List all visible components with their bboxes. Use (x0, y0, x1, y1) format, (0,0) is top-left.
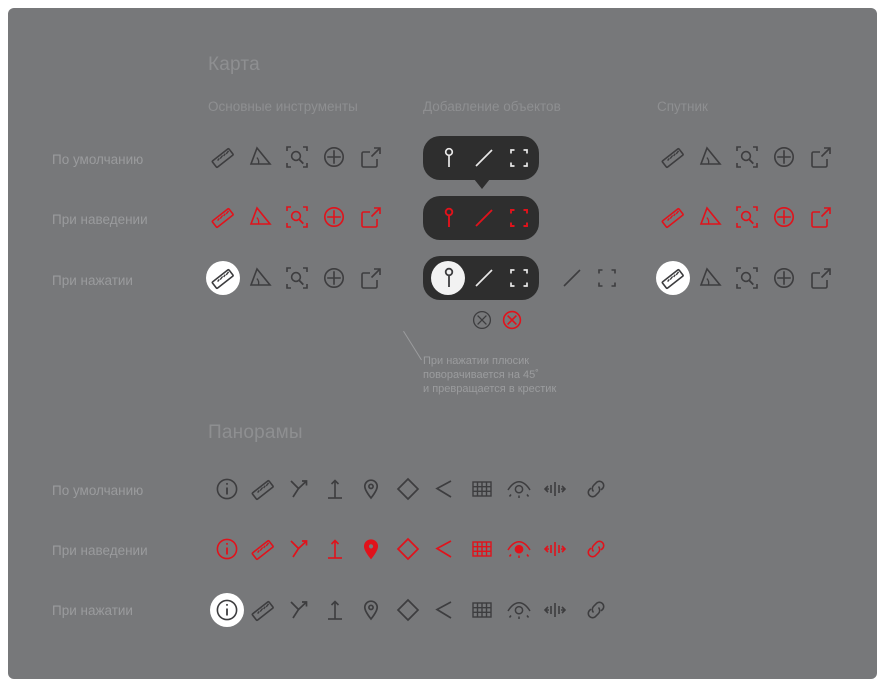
move-horizontal-icon[interactable] (540, 595, 570, 625)
row-label-hover-map: При наведении (52, 212, 148, 227)
area-select-icon[interactable] (282, 263, 312, 293)
polygon-icon[interactable] (504, 263, 534, 293)
share-external-icon[interactable] (356, 142, 386, 172)
pin-icon[interactable] (434, 203, 464, 233)
route-icon[interactable] (284, 595, 314, 625)
ruler-icon[interactable] (658, 142, 688, 172)
area-select-icon[interactable] (732, 142, 762, 172)
share-external-icon[interactable] (356, 263, 386, 293)
annotation-text (423, 354, 598, 396)
line-icon[interactable] (469, 203, 499, 233)
ruler-icon[interactable] (208, 263, 238, 293)
ruler-icon[interactable] (248, 534, 278, 564)
ruler-icon[interactable] (208, 202, 238, 232)
section-title-panoramas: Панорамы (208, 422, 303, 443)
angle-icon[interactable] (245, 263, 275, 293)
eye-icon[interactable] (504, 474, 534, 504)
link-icon[interactable] (581, 534, 611, 564)
row-label-default-pano: По умолчанию (52, 483, 144, 498)
diamond-icon[interactable] (393, 534, 423, 564)
height-icon[interactable] (320, 534, 350, 564)
plus-circle-icon[interactable] (319, 263, 349, 293)
plus-circle-icon[interactable] (769, 263, 799, 293)
pin-icon[interactable] (356, 474, 386, 504)
row-label-default-map: По умолчанию (52, 152, 144, 167)
angle-icon[interactable] (245, 202, 275, 232)
eye-icon[interactable] (504, 534, 534, 564)
ruler-icon[interactable] (208, 142, 238, 172)
move-horizontal-icon[interactable] (540, 534, 570, 564)
line-icon[interactable] (469, 263, 499, 293)
grid-icon[interactable] (467, 595, 497, 625)
share-external-icon[interactable] (356, 202, 386, 232)
ruler-icon[interactable] (658, 202, 688, 232)
plus-circle-icon[interactable] (769, 202, 799, 232)
polygon-icon[interactable] (504, 203, 534, 233)
ruler-icon[interactable] (658, 263, 688, 293)
info-icon[interactable] (212, 474, 242, 504)
share-icon[interactable] (429, 474, 459, 504)
pin-icon[interactable] (434, 263, 464, 293)
annotation-line-2: поворачивается на 45˚ (423, 369, 539, 381)
share-external-icon[interactable] (806, 263, 836, 293)
angle-icon[interactable] (245, 142, 275, 172)
ruler-icon[interactable] (248, 595, 278, 625)
area-select-icon[interactable] (732, 202, 762, 232)
route-icon[interactable] (284, 474, 314, 504)
angle-icon[interactable] (695, 202, 725, 232)
area-select-icon[interactable] (282, 142, 312, 172)
grid-icon[interactable] (467, 474, 497, 504)
pin-icon[interactable] (356, 595, 386, 625)
column-title-satellite: Спутник (657, 99, 708, 114)
line-icon[interactable] (557, 263, 587, 293)
column-title-add-objects: Добавление объектов (423, 99, 561, 114)
share-external-icon[interactable] (806, 142, 836, 172)
close-circle-icon[interactable] (497, 305, 527, 335)
plus-circle-icon[interactable] (319, 202, 349, 232)
section-title-map: Карта (208, 54, 260, 75)
diamond-icon[interactable] (393, 474, 423, 504)
info-icon[interactable] (212, 595, 242, 625)
move-horizontal-icon[interactable] (540, 474, 570, 504)
ruler-icon[interactable] (248, 474, 278, 504)
info-icon[interactable] (212, 534, 242, 564)
annotation-leader-line (403, 331, 422, 360)
plus-circle-icon[interactable] (769, 142, 799, 172)
row-label-pressed-pano: При нажатии (52, 603, 133, 618)
diagram-canvas (8, 8, 877, 679)
area-select-icon[interactable] (732, 263, 762, 293)
angle-icon[interactable] (695, 142, 725, 172)
grid-icon[interactable] (467, 534, 497, 564)
share-external-icon[interactable] (806, 202, 836, 232)
link-icon[interactable] (581, 595, 611, 625)
close-circle-icon[interactable] (467, 305, 497, 335)
pin-icon[interactable] (356, 534, 386, 564)
height-icon[interactable] (320, 595, 350, 625)
eye-icon[interactable] (504, 595, 534, 625)
share-icon[interactable] (429, 534, 459, 564)
angle-icon[interactable] (695, 263, 725, 293)
polygon-icon[interactable] (592, 263, 622, 293)
row-label-hover-pano: При наведении (52, 543, 148, 558)
area-select-icon[interactable] (282, 202, 312, 232)
diamond-icon[interactable] (393, 595, 423, 625)
annotation-line-3: и превращается в крестик (423, 383, 557, 395)
polygon-icon[interactable] (504, 143, 534, 173)
row-label-pressed-map: При нажатии (52, 273, 133, 288)
annotation-line-1: При нажатии плюсик (423, 355, 530, 367)
column-title-main-tools: Основные инструменты (208, 99, 358, 114)
link-icon[interactable] (581, 474, 611, 504)
route-icon[interactable] (284, 534, 314, 564)
plus-circle-icon[interactable] (319, 142, 349, 172)
share-icon[interactable] (429, 595, 459, 625)
line-icon[interactable] (469, 143, 499, 173)
pin-icon[interactable] (434, 143, 464, 173)
height-icon[interactable] (320, 474, 350, 504)
